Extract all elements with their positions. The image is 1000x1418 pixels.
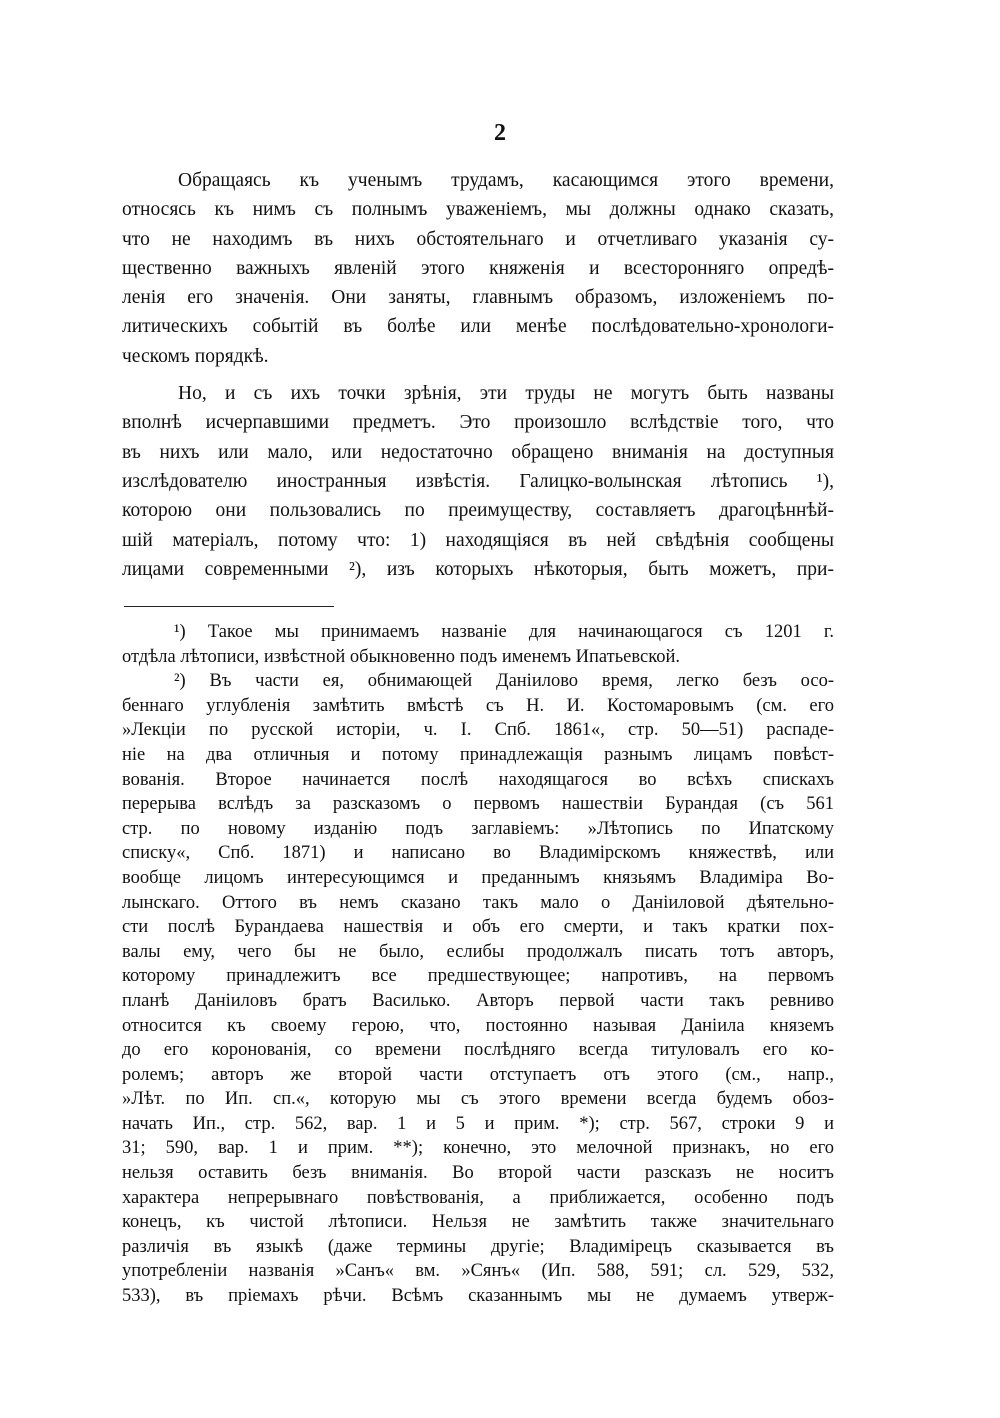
footnote-line: до его коронованія, со времени послѣдняго всегда титуловалъ его ко-: [122, 1040, 834, 1061]
text-line: относясь къ нимъ съ полнымъ уваженіемъ, мы должны однако сказать,: [122, 199, 834, 221]
main-text: [122, 166, 834, 584]
footnote-line: лынскаго. Оттого въ немъ сказано такъ мало о Даніиловой дѣятельно-: [122, 892, 834, 913]
footnote-line: начать Ип., стр. 562, вар. 1 и 5 и прим. *); стр. 567, строки 9 и: [122, 1113, 834, 1134]
footnote-line: употребленіи названія »Санъ« вм. »Сянъ« (Ип. 588, 591; сл. 529, 532,: [122, 1261, 834, 1282]
text-line: что не находимъ въ нихъ обстоятельнаго и отчетливаго указанія су-: [122, 228, 834, 250]
text-line: лицами современными ²), изъ которыхъ нѣкоторыя, быть можетъ, при-: [122, 558, 834, 580]
text-line: Обращаясь къ ученымъ трудамъ, касающимся этого времени,: [178, 170, 834, 191]
paragraph-1: [122, 166, 834, 371]
footnote-line: валы ему, чего бы не было, еслибы продолжалъ писать тотъ авторъ,: [122, 941, 834, 962]
footnote-line: ¹) Такое мы принимаемъ названіе для начинающагося съ 1201 г.: [174, 622, 834, 642]
text-line: въ нихъ или мало, или недостаточно обращено вниманія на доступныя: [122, 441, 834, 463]
footnote-line: конецъ, къ чистой лѣтописи. Нельзя не замѣтить также значительнаго: [122, 1212, 834, 1233]
paragraph-2: [122, 379, 834, 584]
footnote-line: ²) Въ части ея, обнимающей Даніилово время, легко безъ осо-: [174, 671, 834, 692]
footnote-line: планѣ Даніиловъ братъ Василько. Авторъ первой части такъ ревниво: [122, 990, 834, 1011]
footnote-1: [122, 620, 834, 669]
footnote-line: вообще лицомъ интересующимся и преданнымъ князьямъ Владиміра Во-: [122, 867, 834, 888]
text-line: шій матеріалъ, потому что: 1) находящіяся въ ней свѣдѣнія сообщены: [122, 529, 834, 551]
footnote-line: беннаго углубленія замѣтить вмѣстѣ съ Н. И. Костомаровымъ (см. его: [122, 695, 834, 716]
text-line: изслѣдователю иностранныя извѣстія. Галицко-волынская лѣтопись ¹),: [122, 470, 834, 492]
footnote-line: сти послѣ Бурандаева нашествія и объ его смерти, и такъ кратки пох-: [122, 917, 834, 938]
footnote-line: характера непрерывнаго повѣствованія, а приближается, особенно подъ: [122, 1187, 834, 1208]
footnote-line: ніе на два отличныя и потому принадлежащія разнымъ лицамъ повѣст-: [122, 744, 834, 765]
footnote-line: перерыва вслѣдъ за разсказомъ о первомъ нашествіи Бурандая (съ 561: [122, 794, 834, 815]
page-number: 2: [494, 120, 506, 146]
footnote-line: отдѣла лѣтописи, извѣстной обыкновенно подъ именемъ Ипатьевской.: [122, 646, 681, 667]
text-line: Но, и съ ихъ точки зрѣнія, эти труды не могутъ быть названы: [178, 383, 834, 405]
footnote-line: вованія. Второе начинается послѣ находящагося во всѣхъ спискахъ: [122, 769, 834, 790]
footnote-separator: [124, 606, 334, 607]
footnote-line: »Лѣт. по Ип. сп.«, которую мы съ этого времени всегда будемъ обоз-: [122, 1089, 834, 1110]
footnote-line: относится къ своему герою, что, постоянно называя Даніила княземъ: [122, 1015, 834, 1036]
footnote-line: списку«, Спб. 1871) и написано во Владимірскомъ княжествѣ, или: [122, 843, 834, 864]
footnote-line: стр. по новому изданію подъ заглавіемъ: »Лѣтопись по Ипатскому: [122, 818, 834, 839]
text-line: ленія его значенія. Они заняты, главнымъ образомъ, изложеніемъ по-: [122, 287, 834, 309]
text-line: вполнѣ исчерпавшими предметъ. Это произошло вслѣдствіе того, что: [122, 412, 834, 434]
text-line: литическихъ событій въ болѣе или менѣе послѣдовательно-хронологи-: [122, 316, 834, 338]
footnote-line: различія въ языкѣ (даже термины другіе; Владимірецъ сказывается въ: [122, 1236, 834, 1257]
text-line: ческомъ порядкѣ.: [122, 345, 269, 367]
text-line: которою они пользовались по преимуществу, составляетъ драгоцѣннѣй-: [122, 500, 834, 522]
footnote-line: нельзя оставить безъ вниманія. Во второй части разсказъ не носитъ: [122, 1163, 834, 1184]
footnote-line: »Лекціи по русской исторіи, ч. I. Спб. 1861«, стр. 50—51) распаде-: [122, 720, 834, 741]
footnote-line: 31; 590, вар. 1 и прим. **); конечно, это мелочной признакъ, но его: [122, 1138, 834, 1159]
footnote-line: 533), въ пріемахъ рѣчи. Всѣмъ сказаннымъ мы не думаемъ утверж-: [122, 1286, 834, 1307]
footnote-line: ролемъ; авторъ же второй части отступаетъ отъ этого (см., напр.,: [122, 1064, 834, 1085]
footnote-line: которому принадлежитъ все предшествующее; напротивъ, на первомъ: [122, 966, 834, 987]
footnotes: [122, 620, 834, 1309]
footnote-2: [122, 669, 834, 1308]
text-line: щественно важныхъ явленій этого княженія и всесторонняго опредѣ-: [122, 257, 834, 279]
